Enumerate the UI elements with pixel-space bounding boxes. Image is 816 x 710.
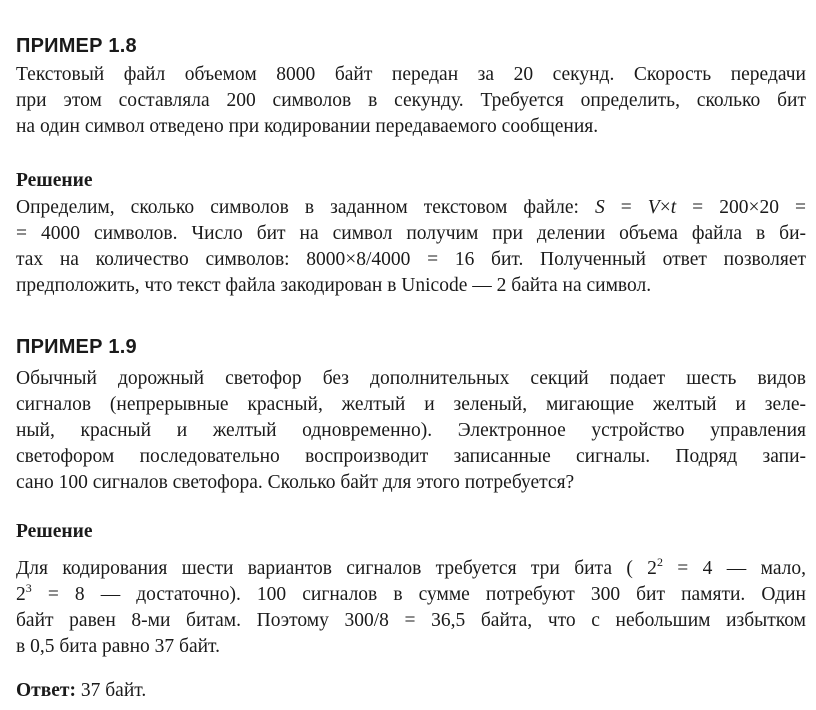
- problem-line: сано 100 сигналов светофора. Сколько байт для этого потребуется?: [16, 472, 575, 493]
- answer-label: Ответ:: [16, 680, 77, 701]
- solution-line: в 0,5 бита равно 37 байт.: [16, 636, 220, 657]
- exponent: 3: [25, 581, 32, 595]
- formula-variable-s: S: [594, 197, 605, 218]
- example-1-9-solution: [16, 556, 806, 660]
- formula-operator: =: [604, 197, 648, 218]
- formula-variable-t: t: [670, 197, 677, 218]
- solution-line: [16, 195, 806, 221]
- answer-value: 37 байт.: [76, 680, 147, 701]
- solution-line: тах на количество символов: 8000×8/4000 = 16 бит. Полученный ответ позволяет: [16, 249, 806, 270]
- solution-line: = 4000 символов. Число бит на символ получим при делении объема файла в би-: [16, 223, 806, 244]
- solution-text: Определим, сколько символов в заданном текстовом файле:: [16, 197, 595, 218]
- solution-line: [16, 556, 806, 582]
- problem-line: светофором последовательно воспроизводит записанные сигналы. Подряд запи-: [16, 446, 806, 467]
- problem-line: Текстовый файл объемом 8000 байт передан за 20 секунд. Скорость передачи: [16, 64, 806, 85]
- example-1-8-solution-heading: Решение: [16, 170, 93, 191]
- formula-base: 2: [16, 584, 26, 605]
- solution-line: байт равен 8-ми битам. Поэтому 300/8 = 36,5 байта, что с небольшим избытком: [16, 610, 806, 631]
- example-1-8-problem: [16, 62, 806, 140]
- problem-line: на один символ отведено при кодировании передаваемого сообщения.: [16, 116, 599, 137]
- example-1-9-title: ПРИМЕР 1.9: [16, 336, 137, 358]
- formula-operator: ×: [659, 197, 671, 218]
- problem-line: сигналов (непрерывные красный, желтый и зеленый, мигающие желтый и зеле-: [16, 394, 806, 415]
- problem-line: при этом составляла 200 символов в секунду. Требуется определить, сколько бит: [16, 90, 806, 111]
- example-1-9-solution-heading: Решение: [16, 521, 93, 542]
- example-1-9-problem: [16, 366, 806, 496]
- solution-line: предположить, что текст файла закодирован в Unicode — 2 байта на символ.: [16, 275, 652, 296]
- example-1-8-title: ПРИМЕР 1.8: [16, 35, 137, 57]
- solution-text: = 8 — достаточно). 100 сигналов в сумме потребуют 300 бит памяти. Один: [31, 584, 806, 605]
- solution-line: [16, 582, 806, 608]
- problem-line: ный, красный и желтый одновременно). Электронное устройство управления: [16, 420, 806, 441]
- solution-text: Для кодирования шести вариантов сигналов требуется три бита ( 2: [16, 558, 657, 579]
- problem-line: Обычный дорожный светофор без дополнительных секций подает шесть видов: [16, 368, 806, 389]
- solution-text: = 200×20 =: [676, 197, 806, 218]
- answer: [16, 678, 146, 704]
- exponent: 2: [656, 555, 663, 569]
- example-1-8-solution: [16, 195, 806, 299]
- formula-variable-v: V: [647, 197, 660, 218]
- solution-text: = 4 — мало,: [662, 558, 806, 579]
